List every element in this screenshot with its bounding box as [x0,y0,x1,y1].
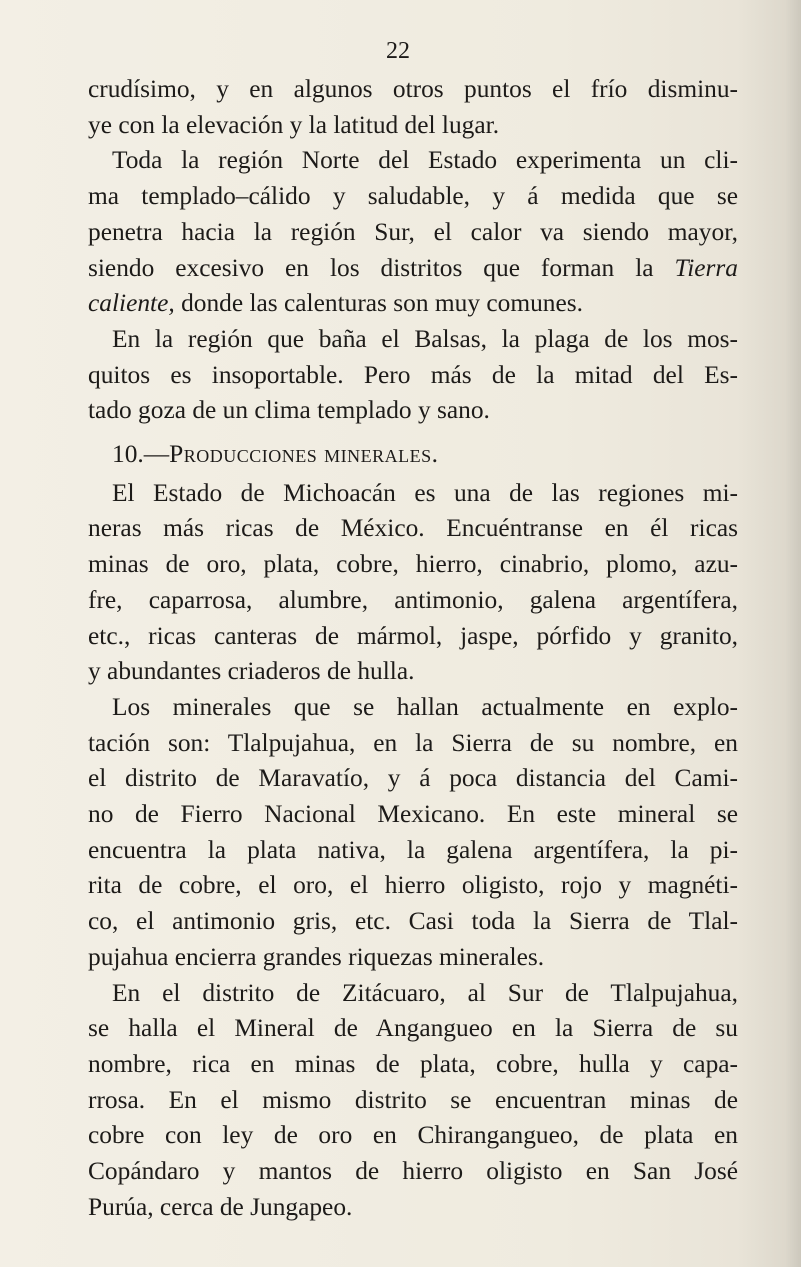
text-line: tación son: Tlalpujahua, en la Sierra de su nombre, en [88,728,738,757]
text-line: el distrito de Maravatío, y á poca distancia del Cami- [88,764,738,793]
text-line [88,251,738,287]
paragraph-zitacuaro [88,976,738,1226]
text-line: ma templado–cálido y saludable, y á medida que se [88,182,738,211]
paragraph-continuation [88,72,738,143]
text-line: penetra hacia la región Sur, el calor va siendo mayor, [88,217,738,246]
text-line [88,286,738,322]
text-line: cobre con ley de oro en Chirangangueo, de plata en [88,1121,738,1150]
paragraph-climate-north [88,143,738,322]
body-text [88,72,738,1226]
text-line: nombre, rica en minas de plata, cobre, hulla y capa- [88,1049,738,1078]
section-heading [88,437,738,473]
italic-term: Tierra [674,253,738,282]
section-title: Producciones minerales. [169,440,439,469]
section-number: 10.— [112,440,170,469]
text-fragment: siendo excesivo en los distritos que forman la [88,253,675,282]
page-edge-shadow [785,0,801,1267]
text-line: Copándaro y mantos de hierro oligisto en San José [88,1157,738,1186]
text-line: El Estado de Michoacán es una de las regiones mi- [112,478,738,507]
text-line: crudísimo, y en algunos otros puntos el frío disminu- [88,75,738,103]
text-line: pujahua encierra grandes riquezas minerales. [88,942,545,971]
text-line: En la región que baña el Balsas, la plaga de los mos- [112,324,738,353]
text-line: ye con la elevación y la latitud del lugar. [88,110,500,139]
italic-term: caliente, [88,289,175,318]
text-line: Toda la región Norte del Estado experimenta un cli- [112,146,738,175]
text-line: rita de cobre, el oro, el hierro oligisto, rojo y magnéti- [88,871,738,900]
text-line: y abundantes criaderos de hulla. [88,657,415,686]
text-line: tado goza de un clima templado y sano. [88,396,490,425]
text-line: fre, caparrosa, alumbre, antimonio, galena argentífera, [88,585,738,614]
text-line: quitos es insoportable. Pero más de la mitad del Es- [88,360,738,389]
paragraph-tlalpujahua [88,690,738,976]
text-line: Los minerales que se hallan actualmente en explo- [112,692,738,721]
text-line: etc., ricas canteras de mármol, jaspe, pórfido y granito, [88,621,738,650]
text-line: se halla el Mineral de Angangueo en la Sierra de su [88,1014,738,1043]
text-line: Purúa, cerca de Jungapeo. [88,1192,353,1221]
text-line: minas de oro, plata, cobre, hierro, cinabrio, plomo, azu- [88,550,738,579]
text-line: co, el antimonio gris, etc. Casi toda la Sierra de Tlal- [88,907,738,936]
text-fragment: donde las calenturas son muy comunes. [174,289,583,318]
text-line: no de Fierro Nacional Mexicano. En este mineral se [88,800,738,829]
page-number: 22 [386,38,410,64]
text-line: En el distrito de Zitácuaro, al Sur de Tlalpujahua, [112,978,738,1007]
paragraph-balsas [88,322,738,429]
text-line: encuentra la plata nativa, la galena argentífera, la pi- [88,835,738,864]
text-line: rrosa. En el mismo distrito se encuentran minas de [88,1085,738,1114]
text-line: neras más ricas de México. Encuéntranse en él ricas [88,514,738,543]
paragraph-minerals-intro [88,476,738,690]
